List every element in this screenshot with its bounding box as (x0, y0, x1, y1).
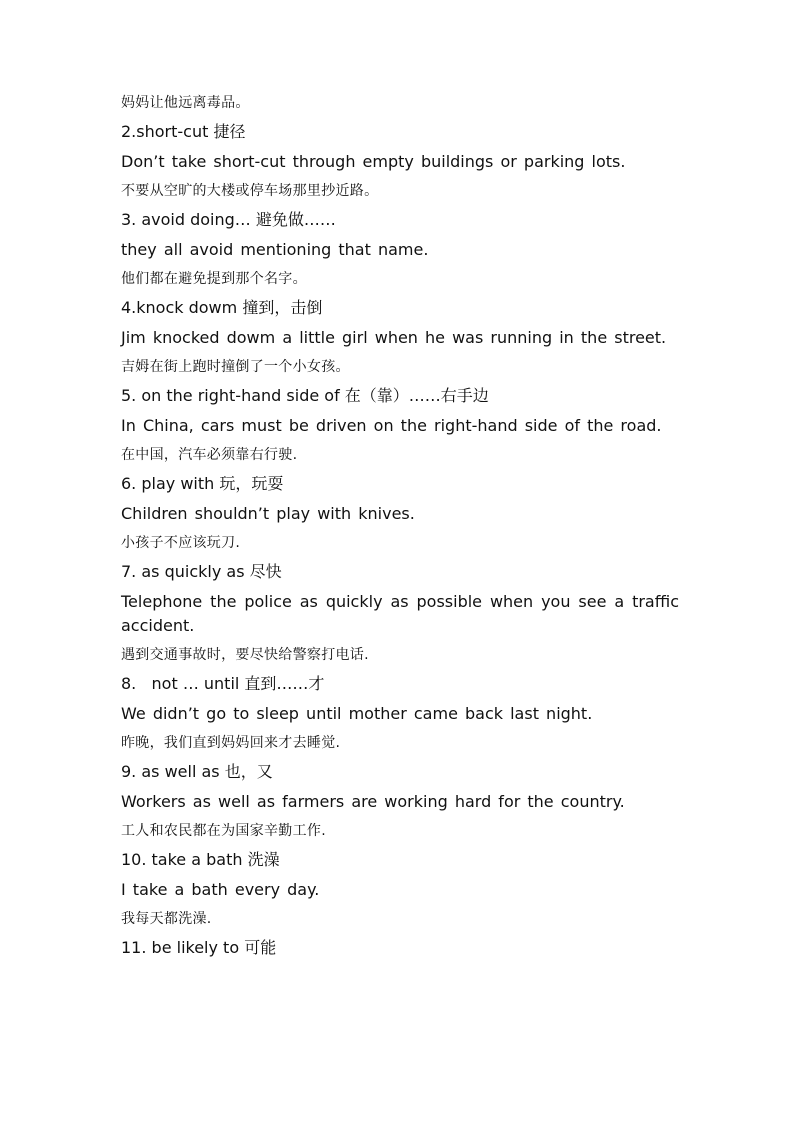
example-sentence: Don’t take short-cut through empty buildings or parking lots. (121, 152, 626, 171)
phrase-heading: 8. not … until 直到……才 (121, 674, 325, 693)
chinese-translation-line: 不要从空旷的大楼或停车场那里抄近路。 (121, 183, 379, 199)
phrase-heading: 9. as well as 也，又 (121, 762, 273, 781)
example-sentence: Children shouldn’t play with knives. (121, 504, 415, 523)
example-sentence: Jim knocked dowm a little girl when he was running in the street. (121, 328, 667, 347)
chinese-translation-line: 遇到交通事故时，要尽快给警察打电话. (121, 647, 369, 663)
example-sentence: We didn’t go to sleep until mother came back last night. (121, 704, 593, 723)
chinese-translation-line: 昨晚，我们直到妈妈回来才去睡觉. (121, 735, 341, 751)
phrase-heading: 2.short-cut 捷径 (121, 122, 246, 141)
phrase-heading: 7. as quickly as 尽快 (121, 562, 282, 581)
chinese-translation-line: 工人和农民都在为国家辛勤工作. (121, 823, 326, 839)
phrase-heading: 11. be likely to 可能 (121, 938, 277, 957)
phrase-heading: 6. play with 玩，玩耍 (121, 474, 284, 493)
chinese-translation-line: 他们都在避免提到那个名字。 (121, 271, 307, 287)
phrase-heading: 10. take a bath 洗澡 (121, 850, 280, 869)
chinese-translation-line: 在中国，汽车必须靠右行驶. (121, 447, 298, 463)
phrase-heading: 4.knock dowm 撞到，击倒 (121, 298, 323, 317)
example-sentence: In China, cars must be driven on the right-hand side of the road. (121, 416, 662, 435)
example-sentence: I take a bath every day. (121, 880, 320, 899)
document-page (121, 92, 687, 960)
phrase-heading: 5. on the right-hand side of 在（靠）……右手边 (121, 386, 489, 405)
example-sentence: they all avoid mentioning that name. (121, 240, 429, 259)
example-sentence: Telephone the police as quickly as possible when you see a traffic accident. (121, 592, 687, 635)
chinese-translation-line: 妈妈让他远离毒品。 (121, 95, 250, 111)
chinese-translation-line: 吉姆在街上跑时撞倒了一个小女孩。 (121, 359, 350, 375)
phrase-heading: 3. avoid doing… 避免做…… (121, 210, 336, 229)
chinese-translation-line: 我每天都洗澡. (121, 911, 212, 927)
example-sentence: Workers as well as farmers are working hard for the country. (121, 792, 625, 811)
chinese-translation-line: 小孩子不应该玩刀. (121, 535, 241, 551)
